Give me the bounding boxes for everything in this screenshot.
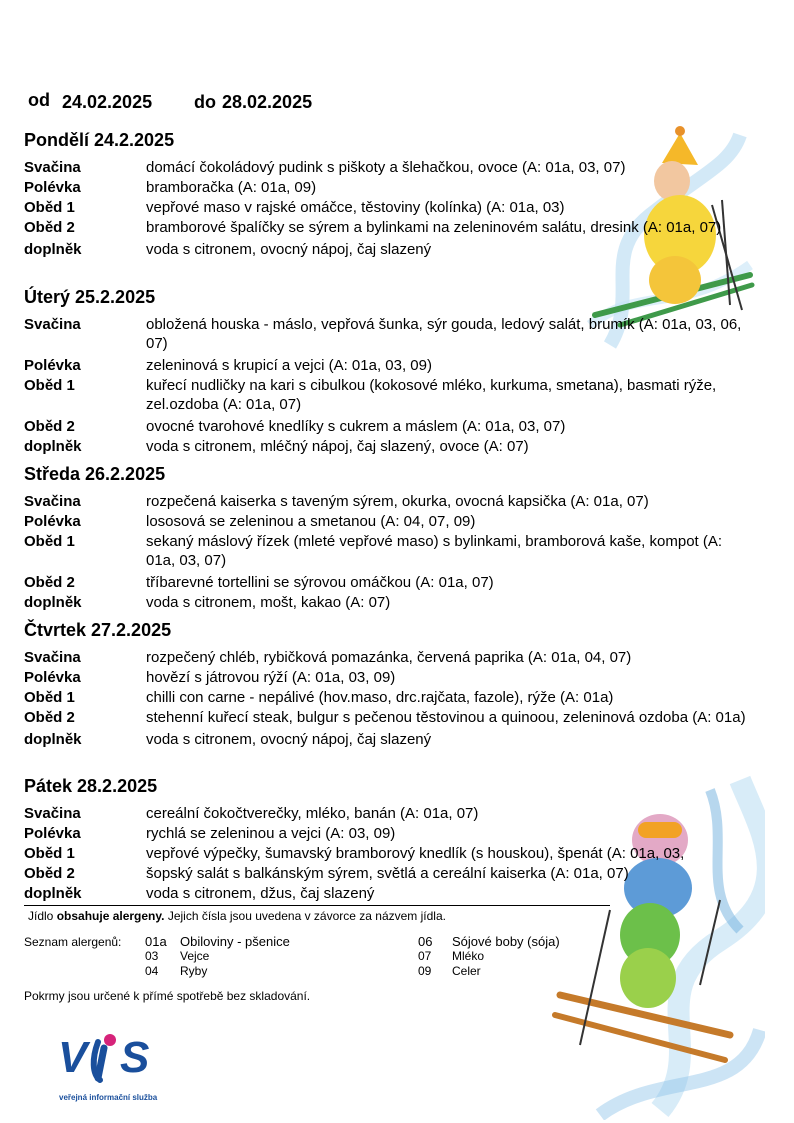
- row-label: Oběd 1: [24, 377, 75, 394]
- row-text: stehenní kuřecí steak, bulgur s pečenou těstovinou a quinoou, zeleninová ozdoba (A: 01a): [146, 709, 746, 726]
- row-label: Svačina: [24, 159, 81, 176]
- row-label: Oběd 1: [24, 533, 75, 550]
- row-text: domácí čokoládový pudink s piškoty a šlehačkou, ovoce (A: 01a, 03, 07): [146, 159, 626, 176]
- row-label: Svačina: [24, 493, 81, 510]
- row-text: cereální čokočtverečky, mléko, banán (A: 01a, 07): [146, 805, 479, 822]
- row-label: Svačina: [24, 649, 81, 666]
- row-text: lososová se zeleninou a smetanou (A: 04, 07, 09): [146, 513, 476, 530]
- row-text: voda s citronem, ovocný nápoj, čaj slazený: [146, 241, 432, 258]
- row-label: Polévka: [24, 357, 81, 374]
- row-text: rozpečená kaiserka s taveným sýrem, okurka, ovocná kapsička (A: 01a, 07): [146, 493, 649, 510]
- svg-text:S: S: [120, 1033, 150, 1082]
- menu-row: [24, 240, 754, 259]
- footer-divider: [24, 905, 610, 906]
- row-text: šopský salát s balkánským sýrem, světlá a cereální kaiserka (A: 01a, 07): [146, 865, 629, 882]
- row-text: voda s citronem, ovocný nápoj, čaj slazený: [146, 731, 432, 748]
- menu-row: [24, 593, 754, 612]
- day-title: Čtvrtek 27.2.2025: [24, 620, 172, 640]
- menu-row: [24, 824, 754, 843]
- allergen-code: 09: [418, 964, 432, 978]
- menu-row: [24, 437, 754, 456]
- day-wednesday: [24, 464, 754, 613]
- row-label: doplněk: [24, 594, 82, 611]
- from-date: 24.02.2025: [62, 92, 153, 112]
- row-text: ovocné tvarohové knedlíky s cukrem a máslem (A: 01a, 03, 07): [146, 418, 566, 435]
- row-label: Svačina: [24, 316, 81, 333]
- allergen-name: Celer: [452, 964, 481, 978]
- menu-row: [24, 417, 754, 436]
- row-text: rychlá se zeleninou a vejci (A: 03, 09): [146, 825, 396, 842]
- allergen-code: 01a: [145, 934, 167, 949]
- note-bold-text: obsahuje alergeny.: [56, 909, 165, 923]
- day-title: Pondělí 24.2.2025: [24, 130, 175, 150]
- allergen-code: 06: [418, 934, 433, 949]
- row-text: hovězí s játrovou rýží (A: 01a, 03, 09): [146, 669, 396, 686]
- row-text: obložená houska - máslo, vepřová šunka, sýr gouda, ledový salát, brumík (A: 01a, 03, 06, 07): [146, 316, 742, 352]
- row-text: voda s citronem, mléčný nápoj, čaj slazený, ovoce (A: 07): [146, 438, 529, 455]
- menu-row: [24, 492, 754, 511]
- day-title: Pátek 28.2.2025: [24, 776, 158, 796]
- row-text: sekaný máslový řízek (mleté vepřové maso) s bylinkami, bramborová kaše, kompot (A: 01a, 03, 07): [146, 533, 723, 569]
- row-text: vepřové výpečky, šumavský bramborový knedlík (s houskou), špenát (A: 01a, 03,: [146, 845, 685, 862]
- row-label: Polévka: [24, 179, 81, 196]
- menu-row: [24, 688, 754, 707]
- day-thursday: [24, 620, 754, 750]
- row-label: Oběd 1: [24, 689, 75, 706]
- row-text: vepřové maso v rajské omáčce, těstoviny (kolínka) (A: 01a, 03): [146, 199, 565, 216]
- menu-row: [24, 198, 754, 217]
- allergen-note: [24, 909, 724, 923]
- row-label: doplněk: [24, 885, 82, 902]
- menu-row: [24, 178, 754, 197]
- row-label: Svačina: [24, 805, 81, 822]
- row-label: doplněk: [24, 438, 82, 455]
- menu-row: [24, 864, 754, 883]
- allergen-footer: [24, 905, 724, 923]
- allergen-code: 03: [145, 949, 159, 963]
- row-label: Polévka: [24, 825, 81, 842]
- row-label: Polévka: [24, 669, 81, 686]
- svg-text:V: V: [58, 1033, 88, 1082]
- menu-row: [24, 356, 754, 375]
- row-label: Oběd 2: [24, 709, 75, 726]
- menu-row: [24, 573, 754, 592]
- menu-row: [24, 804, 754, 823]
- row-label: doplněk: [24, 731, 82, 748]
- row-text: chilli con carne - nepálivé (hov.maso, drc.rajčata, fazole), rýže (A: 01a): [146, 689, 614, 706]
- from-label: od: [28, 90, 50, 110]
- row-text: bramborové špalíčky se sýrem a bylinkami na zeleninovém salátu, dresink (A: 01a, 07): [146, 219, 722, 236]
- vis-logo: [58, 1030, 178, 1110]
- to-label: do: [194, 92, 216, 112]
- allergen-list-label: Seznam alergenů:: [24, 935, 122, 949]
- allergen-code: 04: [145, 964, 159, 978]
- menu-row: [24, 512, 754, 531]
- menu-row: [24, 376, 754, 414]
- day-tuesday: [24, 287, 754, 457]
- row-label: Oběd 1: [24, 199, 75, 216]
- menu-row: [24, 708, 754, 727]
- row-text: voda s citronem, džus, čaj slazený: [146, 885, 375, 902]
- row-text: kuřecí nudličky na kari s cibulkou (kokosové mléko, kurkuma, smetana), basmati rýže, zel.ozdoba (A: 01a, 07): [146, 377, 717, 413]
- allergen-name: Ryby: [180, 964, 208, 978]
- menu-row: [24, 884, 754, 903]
- row-label: Oběd 1: [24, 845, 75, 862]
- menu-row: [24, 532, 754, 570]
- day-friday: [24, 776, 754, 904]
- note-text: Jejich čísla jsou uvedena v závorce za názvem jídla.: [164, 909, 446, 923]
- row-text: voda s citronem, mošt, kakao (A: 07): [146, 594, 391, 611]
- row-label: Polévka: [24, 513, 81, 530]
- allergen-name: Mléko: [452, 949, 485, 963]
- menu-row: [24, 158, 754, 177]
- allergen-name: Obiloviny - pšenice: [180, 934, 290, 949]
- menu-row: [24, 730, 754, 749]
- storage-note: Pokrmy jsou určené k přímé spotřebě bez skladování.: [24, 989, 311, 1003]
- day-title: Úterý 25.2.2025: [24, 287, 156, 307]
- allergen-name: Sójové boby (sója): [452, 934, 560, 949]
- row-text: tříbarevné tortellini se sýrovou omáčkou (A: 01a, 07): [146, 574, 494, 591]
- allergen-code: 07: [418, 949, 432, 963]
- row-label: Oběd 2: [24, 865, 75, 882]
- note-text: Jídlo: [28, 909, 57, 923]
- row-label: doplněk: [24, 241, 82, 258]
- menu-row: [24, 315, 754, 353]
- row-text: bramboračka (A: 01a, 09): [146, 179, 317, 196]
- menu-row: [24, 218, 754, 237]
- row-label: Oběd 2: [24, 418, 75, 435]
- day-title: Středa 26.2.2025: [24, 464, 166, 484]
- to-date: 28.02.2025: [222, 92, 313, 112]
- row-label: Oběd 2: [24, 219, 75, 236]
- day-monday: [24, 130, 754, 260]
- svg-text:veřejná informační služba: veřejná informační služba: [59, 1093, 158, 1102]
- row-label: Oběd 2: [24, 574, 75, 591]
- row-text: rozpečený chléb, rybičková pomazánka, červená paprika (A: 01a, 04, 07): [146, 649, 632, 666]
- menu-row: [24, 648, 754, 667]
- allergen-name: Vejce: [180, 949, 210, 963]
- row-text: zeleninová s krupicí a vejci (A: 01a, 03, 09): [146, 357, 432, 374]
- menu-row: [24, 668, 754, 687]
- menu-row: [24, 844, 754, 863]
